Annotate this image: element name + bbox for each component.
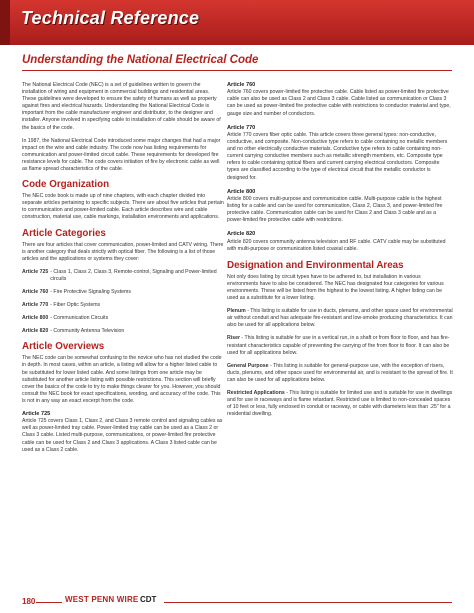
article-list-description: - Fire Protective Signaling Systems (50, 288, 131, 295)
article-770-section (227, 125, 453, 182)
article-list-number: Article 760 (22, 288, 49, 295)
plenum-text: - This listing is suitable for use in ducts, plenums, and other space used for environmental air without conduit and has adequate fire-resistant and low-smoke producing characteristics. It can also be used for all applications below. (227, 308, 453, 329)
article-800-text: Article 800 covers multi-purpose and communication cable. Multi-purpose cable is the highest listing for a cable and can be used for communication, Class 2, Class 3, and power-limited fire protective cable. Communication cable can be used for Class 2 and Class 3 cable and as a power-limited fire protective cable with restrictions. (227, 195, 443, 224)
riser-entry (227, 335, 453, 356)
code-organization-text: The NEC code book is made up of nine chapters, with each chapter divided into separate articles pertaining to specific subjects. There are about five articles that pertain to communication and power-limited cable. Each article describes wire and cable construction, material use, cable markings, installation environments and applications. (22, 193, 224, 221)
article-list-description: - Communication Circuits (50, 315, 109, 322)
footer-line (164, 602, 452, 603)
article-list-number: Article 725 (22, 268, 49, 275)
article-760-heading: Article 760 (227, 82, 256, 88)
article-725-section (22, 411, 224, 454)
cdt-logo-text: CDT (140, 595, 157, 604)
article-overviews-heading: Article Overviews (22, 341, 105, 353)
subtitle-rule (22, 70, 452, 71)
restricted-text: - This listing is suitable for limited use and is suitable for use in dwellings and for use in raceways and is flame retardant. Restricted use is limited to non-concealed spaces of 10 feet or less, fully enclosed in conduit or raceway, or cable with diameters less than .25" for a residential dwelling. (227, 390, 453, 418)
page-footer (0, 593, 474, 613)
article-list-item (22, 269, 224, 283)
code-organization-heading: Code Organization (22, 179, 110, 191)
article-725-heading: Article 725 (22, 411, 51, 417)
article-list-item (22, 315, 224, 322)
article-list-number: Article 770 (22, 302, 49, 309)
article-760-text: Article 760 covers power-limited fire protective cable. Cable listed as power-limited fire protective cable can also be used as Class 2 and Class 3 cable. Cable listed as communication or Class 3 can be used as power-limited fire protective cable with restrictions to conductor material and type, gauge size and number of conductors. (227, 89, 451, 117)
general-purpose-label: General Purpose (227, 362, 269, 369)
designation-text: Not only does listing by circuit types have to be adhered to, but installation in various environments have to also be considered. The NEC has designated four categories for various environments. These will be listed from the highest to the lowest listing. A higher listing can be used as a substitute for a lower listing. (227, 273, 444, 302)
article-list-item (22, 289, 224, 296)
article-770-heading: Article 770 (227, 124, 256, 131)
article-list-description: - Community Antenna Television (50, 328, 125, 335)
article-list-item (22, 302, 224, 309)
banner-accent-strip (0, 0, 10, 45)
restricted-entry (227, 390, 453, 418)
article-categories-text: There are four articles that cover communication, power-limited and CATV wiring. There is another category that deals strictly with optical fiber. The following is a list of those articles and the applications or systems they cover: (22, 241, 224, 262)
restricted-label: Restricted Applications (227, 390, 285, 396)
plenum-label: Plenum (227, 308, 246, 315)
left-column (22, 82, 224, 461)
designation-heading: Designation and Environmental Areas (227, 259, 404, 271)
footer-line-left (36, 602, 62, 603)
article-list-number: Article 800 (22, 315, 49, 322)
article-list-number: Article 820 (22, 328, 49, 335)
article-list-description: - Fiber Optic Systems (50, 302, 101, 309)
intro-paragraph-2: In 1987, the National Electrical Code introduced some major changes that had a major impact on the wire and cable industry. The code now has listing requirements for communication and power-limited circuit cable. These requirements for developed fire resistance levels for cable. The code covers initiation of fire by electronic cable as well as flame spread characteristics of the cable. (22, 137, 221, 173)
page-subtitle: Understanding the National Electrical Code (22, 54, 259, 66)
article-list-description: - Class 1, Class 2, Class 3, Remote-control, Signaling and Power-limited circuits (50, 268, 217, 282)
header-banner (0, 0, 474, 45)
article-800-section (227, 189, 453, 225)
article-770-text: Article 770 covers fiber optic cable. This article covers three general types: non-conductive, conductive, and composite. Non-conductive type refers to cable containing no metallic members and no other electrically conductive materials. Conductive type refers to cable containing non-current carrying conductive members such as metallic strength members, etc. Composite type refers to cable containing optical fibers and current carrying electrical conductors. Composite types are classified according to the type of electrical circuit that the metallic conductor is designed for. (227, 131, 448, 181)
article-overviews-text: The NEC code can be somewhat confusing to the novice who has not studied the code in depth. In most cases, within an article, a listing will allow for a higher listed cable to be substituted for lower listed cable. And some listings from one article may be substituted for another article listing with possible restrictions. This section will briefly cover the basics of the code to try to make things clearer for you. However, you should consult the NEC book for exact specifications, wording, and accuracy of the code. This is not in any way an exact excerpt from the code. (22, 355, 222, 404)
riser-text: - This listing is suitable for use in a vertical run, in a shaft or from floor to floor, and has fire-resistant characteristics capable of preventing the carrying of fire from floor to floor. It can also be used for all applications below. (227, 335, 450, 356)
article-820-heading: Article 820 (227, 231, 256, 238)
riser-label: Riser (227, 335, 240, 342)
intro-paragraph-1: The National Electrical Code (NEC) is a set of guidelines written to govern the installation of wiring and equipment in commercial buildings and residential areas. These guidelines were developed to ensure the safety of humans as well as property against fires and electrical hazards. Understanding the National Electrical Code is important from the cable manufacturer engineer and distributor, to the designer and installer. Anyone involved in specifying cable to installation of cable should be aware of the basics of the code. (22, 82, 221, 131)
general-purpose-entry (227, 363, 453, 384)
article-820-section (227, 231, 453, 252)
plenum-entry (227, 308, 453, 329)
article-800-heading: Article 800 (227, 188, 256, 195)
article-725-text: Article 725 covers Class 1, Class 2, and Class 3 remote control and signaling cables as well as power-limited tray cable. Power-limited tray cable can be used as a Class 2 or Class 3 cable. Listed multi-purpose, communications, or power-limited fire protective cable can be used for Class 2 and Class 3 applications. A Class 3 listed cable can be used as a Class 2 cable. (22, 418, 223, 453)
article-820-text: Article 820 covers community antenna television and RF cable. CATV cable may be substituted with multi-purpose or communication listed coaxial cable. (227, 238, 446, 252)
page-number: 180 (22, 597, 36, 606)
right-column (227, 82, 453, 424)
page-title: Technical Reference (21, 8, 200, 28)
general-purpose-text: - This listing is suitable for general-purpose use, with the exception of risers, ducts, plenums, and other space used for environmental air, and is resistant to the spread of fire. It can also be used for all applications below. (227, 362, 453, 383)
brand-logo-text: WEST PENN WIRE (65, 595, 139, 604)
article-categories-heading: Article Categories (22, 227, 106, 239)
article-list-item (22, 328, 224, 335)
article-760-section (227, 82, 453, 118)
